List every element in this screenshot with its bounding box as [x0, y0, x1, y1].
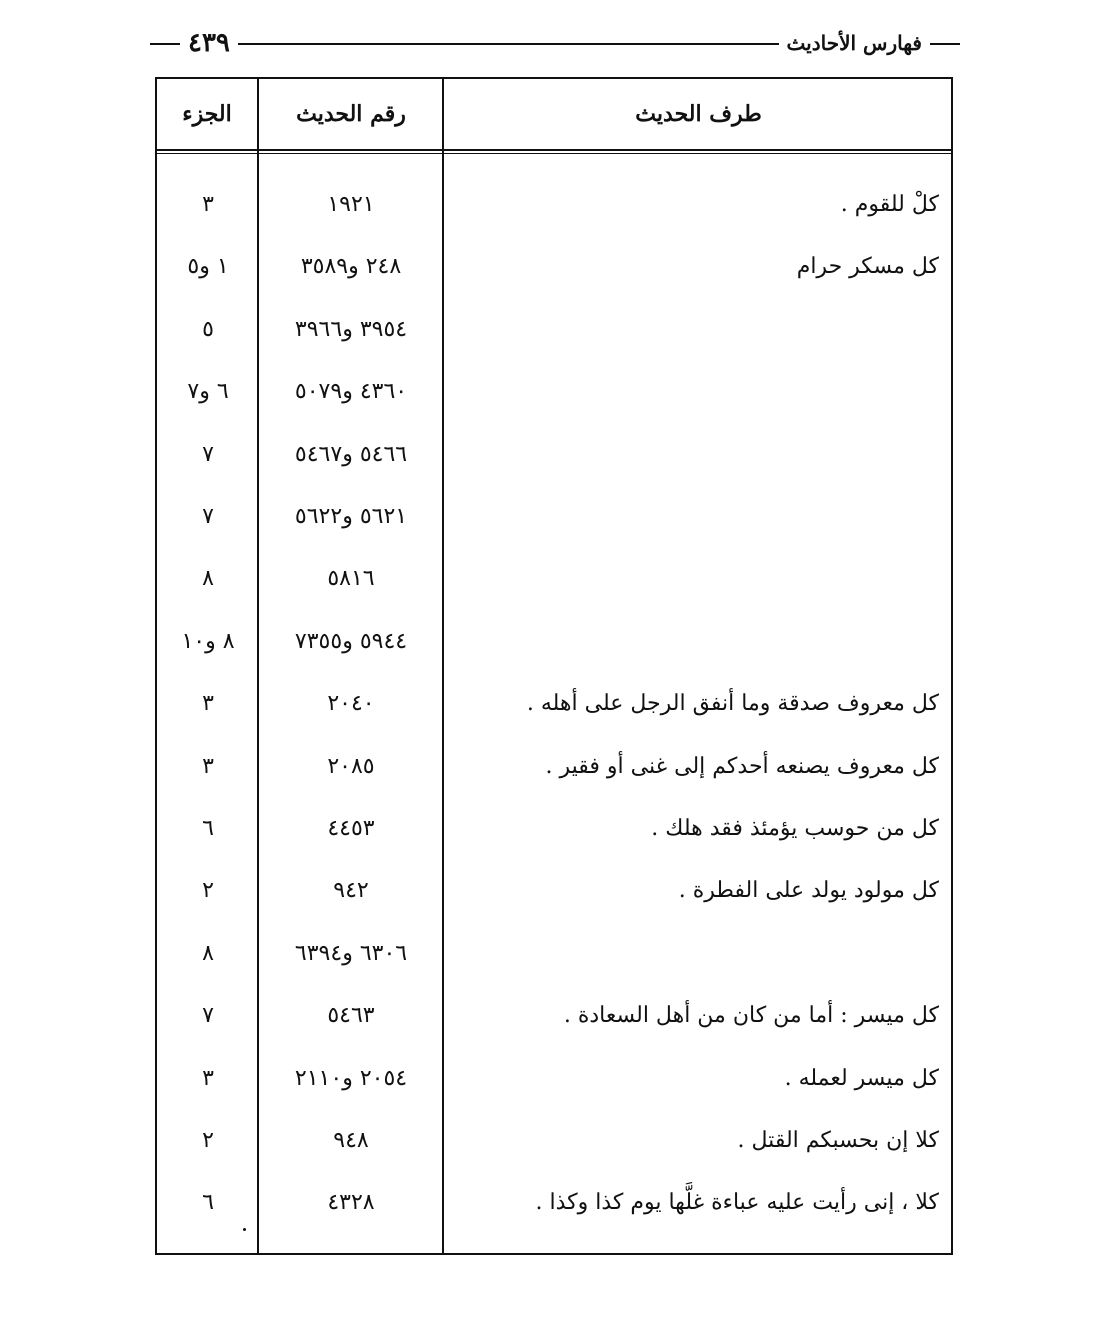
- table-row: [157, 548, 951, 610]
- hadith-number-cell: ٥٨١٦: [327, 566, 375, 591]
- hadith-number-cell: ٩٤٨: [333, 1128, 369, 1153]
- table-row: [157, 736, 951, 798]
- hadith-number-cell: ٦٣٠٦ و٦٣٩٤: [294, 941, 408, 966]
- hadith-text-cell: [455, 486, 945, 548]
- hadith-text-cell: كل مولود يولد على الفطرة .: [678, 878, 939, 903]
- part-cell: ٨: [202, 941, 214, 966]
- table-row: [157, 611, 951, 673]
- part-cell: ٢: [202, 878, 214, 903]
- part-cell: ٣: [202, 1066, 214, 1091]
- header-rule-thin: [157, 153, 951, 154]
- header-rule-thick: [157, 149, 951, 151]
- hadith-number-cell: ٣٩٥٤ و٣٩٦٦: [294, 317, 408, 342]
- running-title: فهارس الأحاديث: [779, 26, 930, 60]
- part-cell: ٦: [202, 816, 214, 841]
- part-cell: ٢: [202, 1128, 214, 1153]
- part-cell: ٨: [202, 566, 214, 591]
- part-cell: ٧: [202, 504, 214, 529]
- table-row: [157, 923, 951, 985]
- hadith-text-cell: كل معروف صدقة وما أنفق الرجل على أهله .: [526, 691, 939, 716]
- table-row: [157, 1172, 951, 1234]
- hadith-number-cell: ٢٠٨٥: [327, 754, 375, 779]
- table-row: [157, 673, 951, 735]
- table-row: [157, 798, 951, 860]
- part-cell: ٧: [202, 1003, 214, 1028]
- part-cell: ٣: [202, 754, 214, 779]
- hadith-text-cell: [455, 424, 945, 486]
- hadith-text-cell: كلا إن بحسبكم القتل .: [737, 1128, 939, 1153]
- hadith-number-cell: ٢٠٤٠: [327, 691, 375, 716]
- hadith-text-cell: [455, 548, 945, 610]
- column-header-text: طرف الحديث: [635, 101, 762, 127]
- hadith-number-cell: ٥٩٤٤ و٧٣٥٥: [294, 629, 408, 654]
- hadith-number-cell: ٤٤٥٣: [327, 816, 375, 841]
- hadith-text-cell: كل من حوسب يؤمئذ فقد هلك .: [651, 816, 939, 841]
- column-header-part: الجزء: [182, 101, 232, 127]
- hadith-number-cell: ٤٣٢٨: [327, 1190, 375, 1215]
- part-cell: ٧: [202, 442, 214, 467]
- hadith-number-cell: ٥٤٦٣: [327, 1003, 375, 1028]
- stray-dot: [243, 1228, 246, 1231]
- hadith-text-cell: كل ميسر لعمله .: [784, 1066, 939, 1091]
- table-row: [157, 1110, 951, 1172]
- part-cell: ٣: [202, 691, 214, 716]
- hadith-text-cell: كلْ للقوم .: [840, 192, 939, 217]
- table-row: [157, 236, 951, 298]
- page-header: [150, 26, 960, 62]
- part-cell: ٨ و١٠: [181, 629, 235, 654]
- hadith-number-cell: ٥٤٦٦ و٥٤٦٧: [294, 442, 408, 467]
- table-row: [157, 424, 951, 486]
- hadith-number-cell: ٩٤٢: [333, 878, 369, 903]
- hadith-number-cell: ١٩٢١: [327, 192, 375, 217]
- hadith-number-cell: ٢٠٥٤ و٢١١٠: [294, 1066, 408, 1091]
- part-cell: ٥: [202, 317, 214, 342]
- table-row: [157, 361, 951, 423]
- hadith-text-cell: [455, 299, 945, 361]
- hadith-number-cell: ٥٦٢١ و٥٦٢٢: [294, 504, 408, 529]
- hadith-number-cell: ٢٤٨ و٣٥٨٩: [300, 254, 402, 279]
- hadith-index-table: [155, 77, 953, 1255]
- hadith-text-cell: [455, 923, 945, 985]
- table-row: [157, 1048, 951, 1110]
- part-cell: ٦: [202, 1190, 214, 1215]
- part-cell: ١ و٥: [187, 254, 229, 279]
- hadith-text-cell: كل معروف يصنعه أحدكم إلى غنى أو فقير .: [545, 754, 939, 779]
- table-row: [157, 985, 951, 1047]
- table-row: [157, 860, 951, 922]
- hadith-text-cell: [455, 361, 945, 423]
- table-row: [157, 174, 951, 236]
- hadith-text-cell: كلا ، إنى رأيت عليه عباءة غلَّها يوم كذا وكذا .: [535, 1190, 939, 1215]
- column-header-number: رقم الحديث: [296, 101, 406, 127]
- part-cell: ٦ و٧: [187, 379, 229, 404]
- hadith-text-cell: [455, 611, 945, 673]
- page-number: ٤٣٩: [180, 26, 238, 60]
- part-cell: ٣: [202, 192, 214, 217]
- hadith-text-cell: كل مسكر حرام: [796, 254, 939, 279]
- hadith-number-cell: ٤٣٦٠ و٥٠٧٩: [294, 379, 408, 404]
- table-row: [157, 486, 951, 548]
- table-row: [157, 299, 951, 361]
- hadith-text-cell: كل ميسر : أما من كان من أهل السعادة .: [563, 1003, 939, 1028]
